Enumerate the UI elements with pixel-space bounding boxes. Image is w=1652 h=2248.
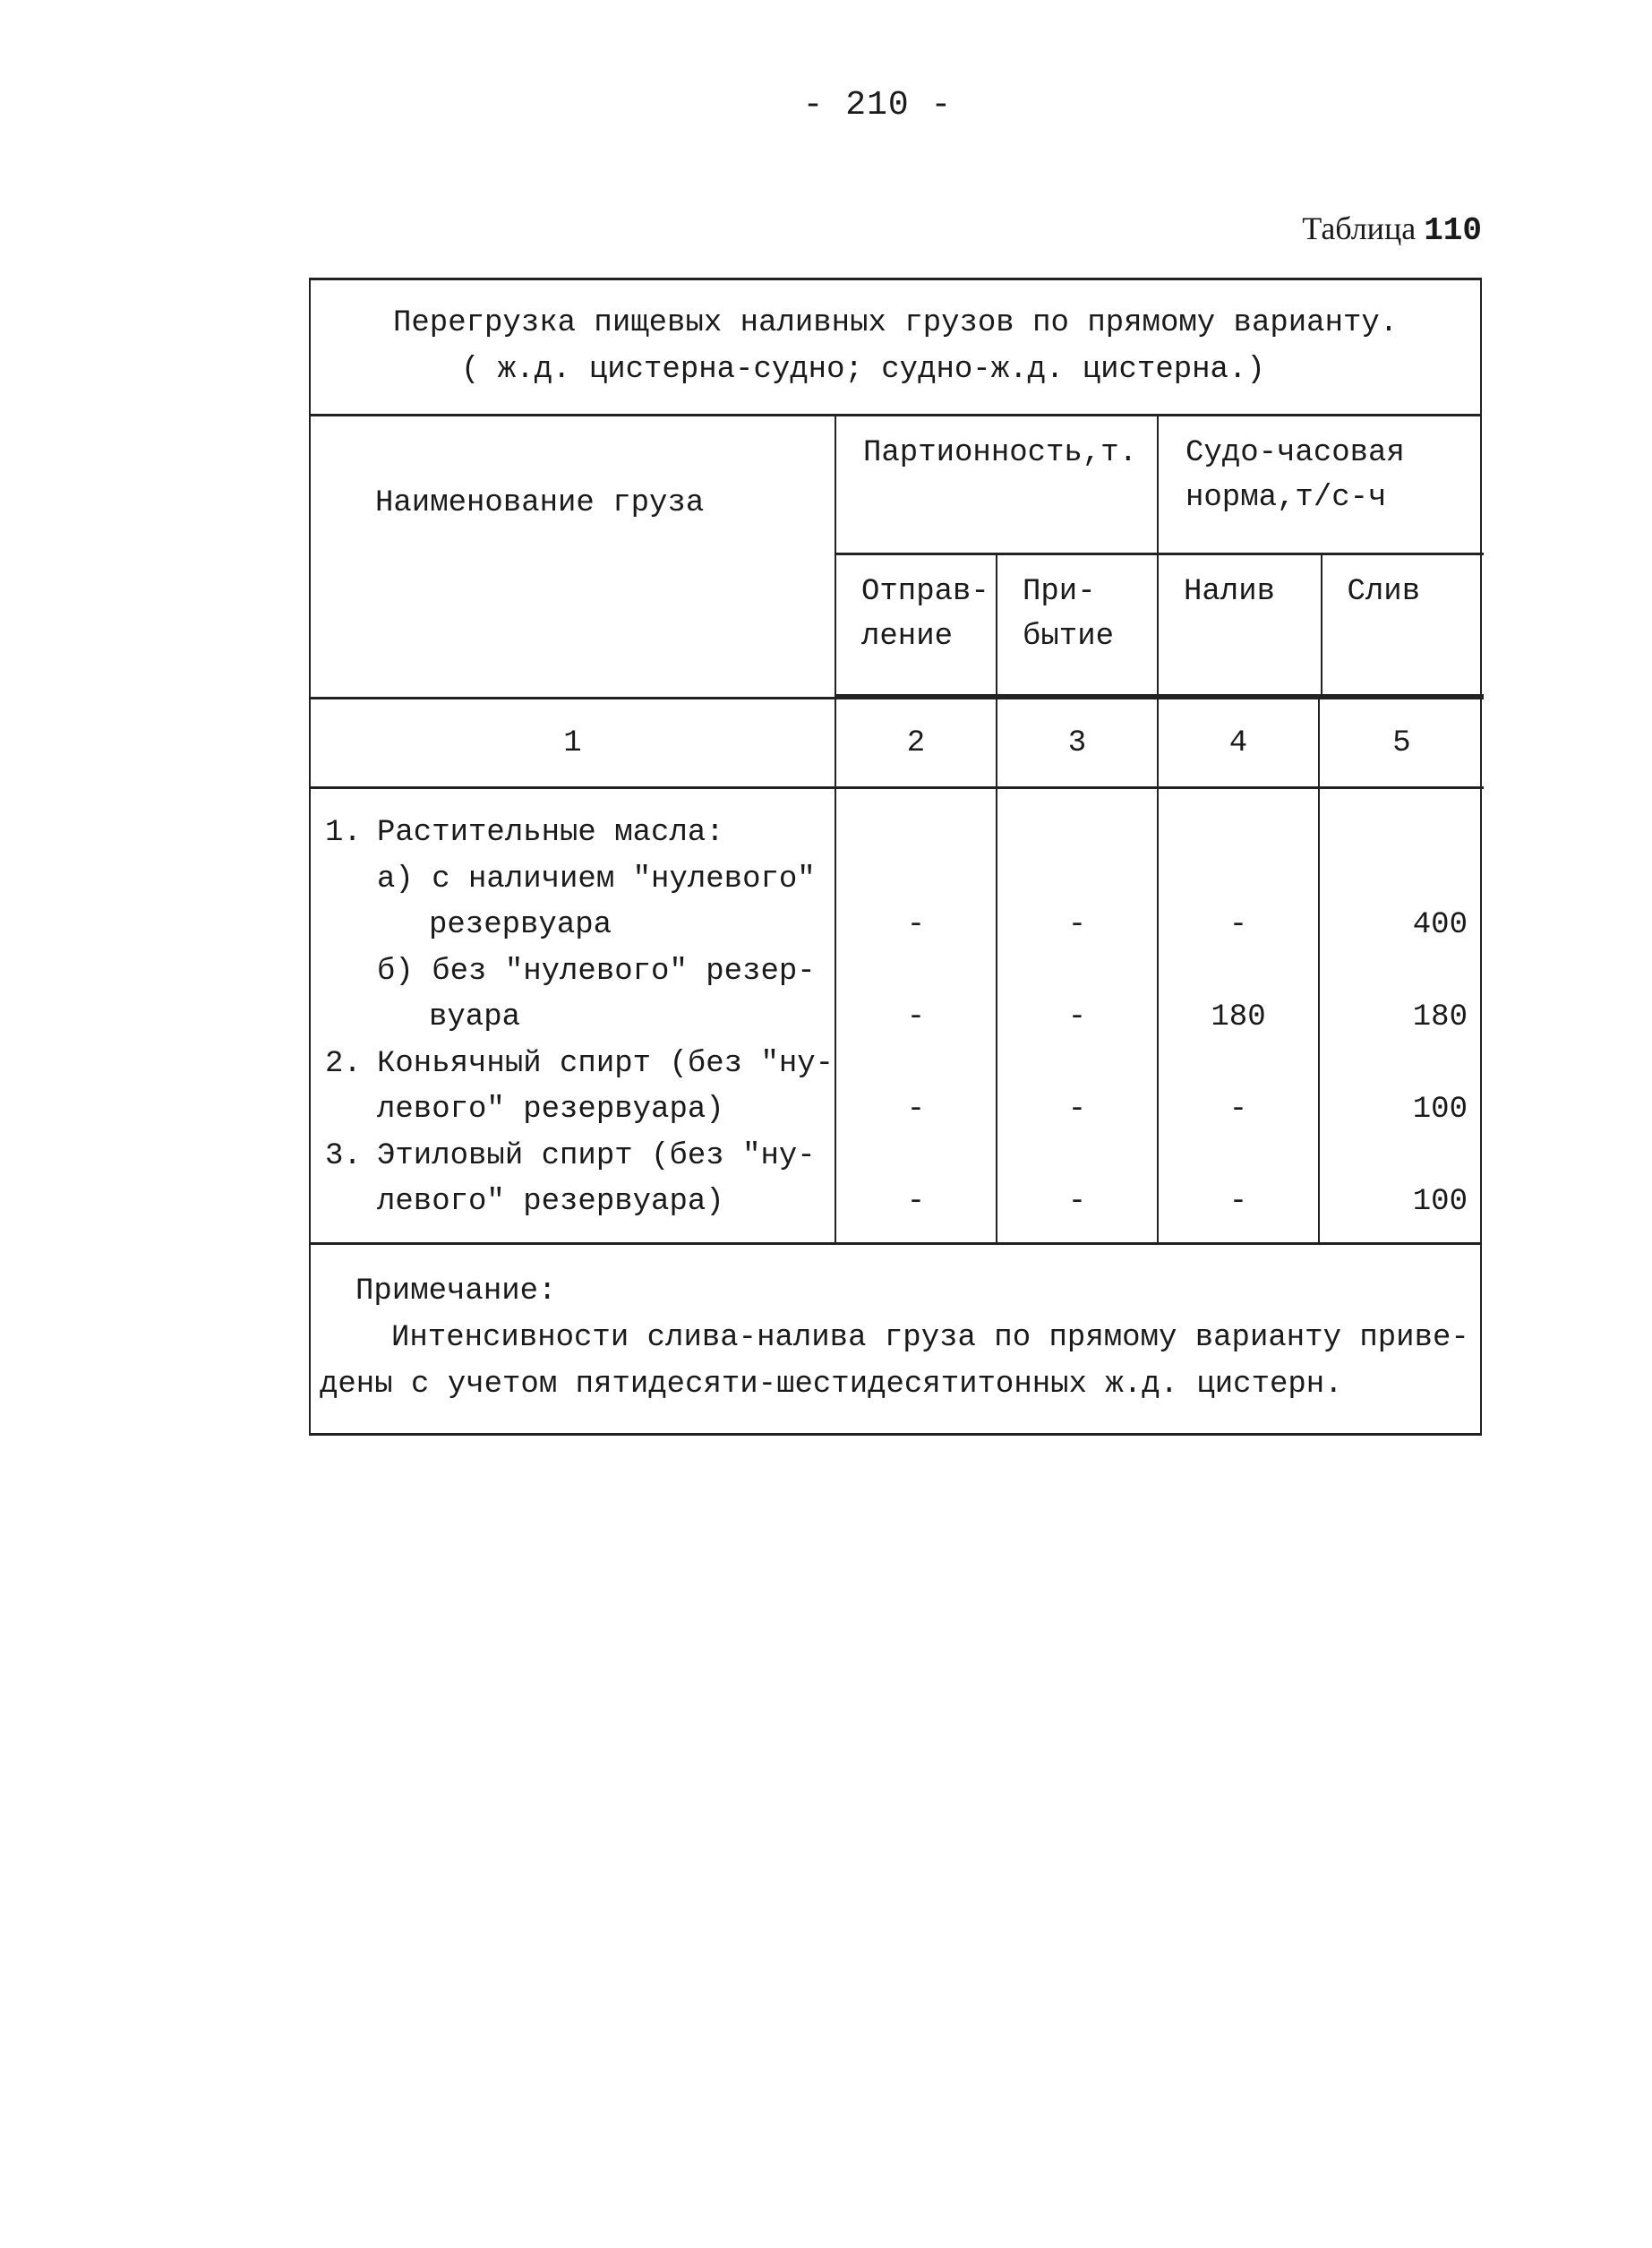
- note-line1: Интенсивности слива-налива груза по прямому варианту приве-: [391, 1320, 1469, 1355]
- column-number: 4: [1158, 699, 1319, 788]
- unloading-values: [1319, 788, 1484, 1242]
- table-cell: -: [1228, 1093, 1248, 1127]
- table-cell: -: [1067, 1000, 1087, 1034]
- cargo-names: [311, 788, 835, 1242]
- note-line2: дены с учетом пятидесяти-шестидесятитонных ж.д. цистерн.: [320, 1367, 1343, 1402]
- header-hourly-norm-group: [1158, 416, 1484, 699]
- table-cell: -: [1067, 1093, 1087, 1127]
- row-line: 3. Этиловый спирт (без "ну-: [325, 1138, 816, 1173]
- table-cell: 180: [1211, 1000, 1266, 1034]
- row-line: резервуара: [429, 908, 612, 942]
- table-cell: -: [1067, 1185, 1087, 1219]
- cargo-table: [309, 278, 1482, 1436]
- table-note: [311, 1242, 1480, 1433]
- note-heading: Примечание:: [355, 1274, 557, 1308]
- table-title: [311, 280, 1480, 416]
- column-number-row: [311, 699, 1484, 788]
- table-label: [1302, 210, 1482, 249]
- header-cargo-name: Наименование груза: [311, 416, 835, 699]
- row-line: 2. Коньячный спирт (без "ну-: [325, 1046, 835, 1081]
- table-cell: 100: [1412, 1185, 1468, 1219]
- column-number: 5: [1319, 699, 1484, 788]
- table-cell: 100: [1412, 1093, 1468, 1127]
- table-label-number: 110: [1424, 212, 1482, 249]
- page-number: - 210 -: [802, 86, 953, 124]
- row-line: вуара: [429, 1000, 521, 1034]
- table-cell: -: [906, 1093, 926, 1127]
- column-number: 2: [835, 699, 997, 788]
- header-dispatch: Отправ- ление: [836, 555, 997, 696]
- table-body: [311, 788, 1484, 1242]
- row-line: левого" резервуара): [377, 1093, 724, 1127]
- header-loading: Налив: [1159, 555, 1322, 696]
- header-batch-group: [835, 416, 1158, 699]
- table-cell: 400: [1412, 908, 1468, 942]
- table-cell: -: [1067, 908, 1087, 942]
- header-arrival: При- бытие: [997, 555, 1157, 696]
- table-cell: -: [906, 1000, 926, 1034]
- table-label-word: Таблица: [1302, 210, 1417, 246]
- arrival-values: [997, 788, 1158, 1242]
- dispatch-values: [835, 788, 997, 1242]
- header-hourly-norm-title: Судо-часовая норма,т/с-ч: [1159, 416, 1484, 555]
- table-cell: -: [906, 908, 926, 942]
- table-cell: -: [906, 1185, 926, 1219]
- table-cell: 180: [1412, 1000, 1468, 1034]
- cargo-grid: [311, 416, 1484, 1242]
- row-line: 1. Растительные масла:: [325, 816, 724, 850]
- table-title-line1: Перегрузка пищевых наливных грузов по прямому варианту.: [393, 306, 1399, 340]
- row-line: а) с наличием "нулевого": [377, 862, 816, 897]
- row-line: левого" резервуара): [377, 1185, 724, 1219]
- header-batch-title: Партионность,т.: [836, 416, 1157, 555]
- row-line: б) без "нулевого" резер-: [377, 954, 816, 989]
- header-row: [311, 416, 1484, 699]
- table-title-line2: ( ж.д. цистерна-судно; судно-ж.д. цистерна.): [461, 353, 1265, 387]
- header-unloading: Слив: [1322, 555, 1485, 696]
- loading-values: [1158, 788, 1319, 1242]
- table-cell: -: [1228, 1185, 1248, 1219]
- column-number: 3: [997, 699, 1158, 788]
- table-cell: -: [1228, 908, 1248, 942]
- column-number: 1: [311, 699, 835, 788]
